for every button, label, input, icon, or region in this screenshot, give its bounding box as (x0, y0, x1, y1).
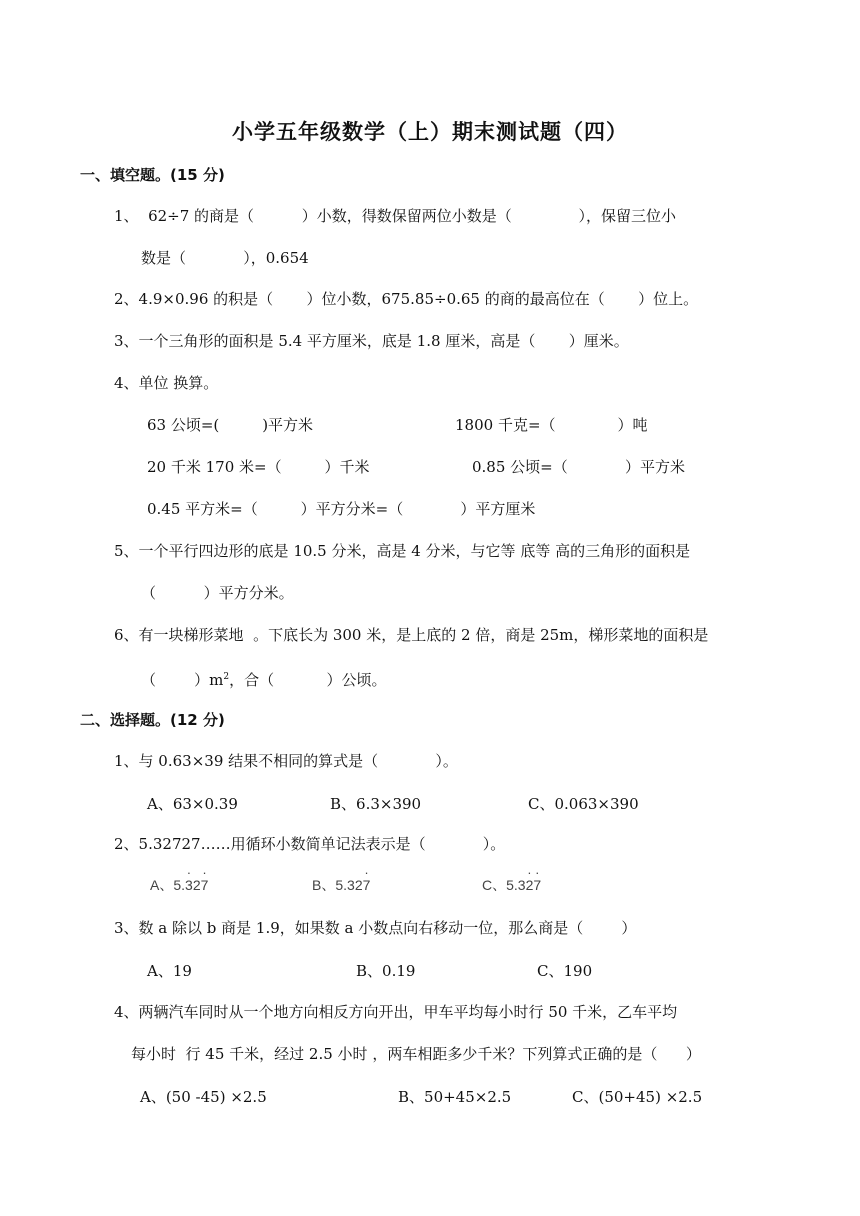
choice-4-option-a: A、(50 -45) ×2.5 (140, 1088, 267, 1106)
choice-4-option-c: C、(50+45) ×2.5 (572, 1088, 703, 1106)
repeating-digit: 7 · (533, 865, 542, 893)
question-5-line-1: 5、一个平行四边形的底是 10.5 分米，高是 4 分米，与它等 底等 高的三角形的面积是 (114, 542, 691, 560)
option-prefix: A、5. (150, 877, 186, 893)
option-prefix: C、5.3 (482, 877, 526, 893)
choice-question-1: 1、与 0.63×39 结果不相同的算式是（ ）。 (114, 752, 458, 770)
choice-question-4-line-1: 4、两辆汽车同时从一个地方向相反方向开出，甲车平均每小时行 50 千米，乙车平均 (114, 1003, 678, 1021)
question-6-line-2 (141, 667, 387, 690)
conversion-hectare-2: 0.85 公顷=（ ）平方米 (472, 458, 685, 476)
choice-1-option-b: B、6.3×390 (330, 795, 422, 813)
superscript-two: 2 (223, 672, 230, 682)
repeating-digit: 2 · (525, 865, 534, 893)
question-2: 2、4.9×0.96 的积是（ ）位小数，675.85÷0.65 的商的最高位在（ ）位上。 (114, 290, 699, 308)
repeating-digit: 2 (192, 877, 201, 893)
repeat-dot: · (186, 865, 192, 880)
choice-4-option-b: B、50+45×2.5 (398, 1088, 512, 1106)
question-5-line-2: （ ）平方分米。 (141, 584, 294, 602)
choice-3-option-b: B、0.19 (356, 962, 416, 980)
choice-3-option-c: C、190 (537, 962, 593, 980)
repeating-digit: 7 · (362, 865, 371, 893)
option-prefix: B、5.3 (312, 877, 355, 893)
conversion-kilogram: 1800 千克=（ ）吨 (455, 416, 648, 434)
question-1-line-2: 数是（ ），0.654 (141, 249, 309, 267)
choice-2-option-c (482, 865, 542, 895)
repeat-dot: · (202, 865, 207, 880)
question-4: 4、单位 换算。 (114, 374, 219, 392)
question-6-text-b: ，合（ ）公顷。 (229, 671, 387, 689)
choice-question-3: 3、数 a 除以 b 商是 1.9，如果数 a 小数点向右移动一位，那么商是（ ） (114, 919, 637, 937)
repeating-digit: 3 · (185, 865, 193, 893)
choice-3-option-a: A、19 (147, 962, 192, 980)
repeat-dot: · (527, 865, 532, 880)
choice-question-2: 2、5.32727……用循环小数简单记法表示是（ ）。 (114, 835, 506, 853)
question-1-line-1: 1、 62÷7 的商是（ ）小数，得数保留两位小数是（ ），保留三位小 (114, 207, 676, 225)
conversion-hectare: 63 公顷=( )平方米 (147, 416, 314, 434)
choice-question-4-line-2: 每小时 行 45 千米，经过 2.5 小时 ，两车相距多少千米？下列算式正确的是（ ） (131, 1045, 701, 1063)
repeating-digit: 2 (354, 877, 363, 893)
question-6-line-1: 6、有一块梯形菜地 。下底长为 300 米，是上底的 2 倍，商是 25m，梯形菜地的面积是 (114, 626, 709, 644)
choice-2-option-a (150, 865, 209, 895)
choice-1-option-c: C、0.063×390 (528, 795, 639, 813)
section-heading-multiple-choice: 二、选择题。(12 分) (80, 711, 225, 729)
choice-2-option-b (312, 865, 371, 895)
conversion-kilometer: 20 千米 170 米=（ ）千米 (147, 458, 370, 476)
repeat-dot: · (535, 865, 540, 880)
question-3: 3、一个三角形的面积是 5.4 平方厘米，底是 1.8 厘米，高是（ ）厘米。 (114, 332, 629, 350)
repeating-digit: 7 · (200, 865, 209, 893)
section-heading-fill-in: 一、填空题。(15 分) (80, 166, 225, 184)
question-6-text-a: （ ）m (141, 671, 224, 689)
page-title: 小学五年级数学（上）期末测试题（四） (232, 120, 628, 144)
choice-1-option-a: A、63×0.39 (147, 795, 238, 813)
conversion-square-meter: 0.45 平方米=（ ）平方分米=（ ）平方厘米 (147, 500, 536, 518)
repeat-dot: · (364, 865, 369, 880)
